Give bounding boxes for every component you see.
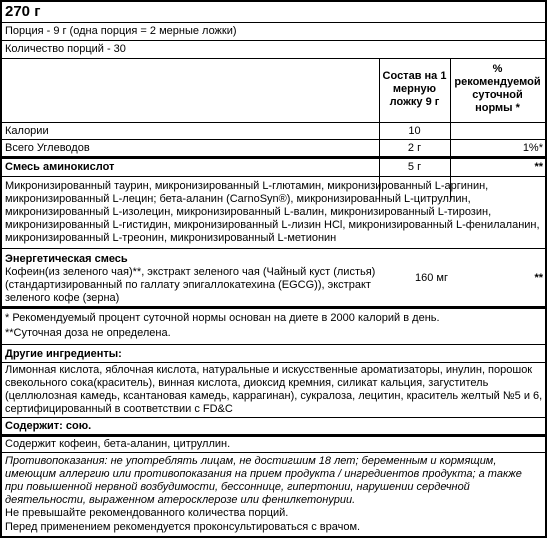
divider	[2, 362, 545, 363]
contraindications: Противопоказания: не употреблять лицам, не достигшим 18 лет; беременным и кормящим, имеющим аллергию или противопоказания на прием продукта / ингредиентов продукта; а также при повышенной нервной возбудимости, бессоннице, гипертонии, нарушении сердечной деятельности, выраженном атеросклерозе или фенилкетонурии.	[5, 455, 522, 506]
other-ingredients-text: Лимонная кислота, яблочная кислота, натуральные и искусственные ароматизаторы, инулин, порошок свекольного сока(краситель), винная кислота, диоксид кремния, силикат кальция, загуститель (целлюлозная камедь, ксантановая камедь, каррагинан), сукралоза, лецитин, краситель желтый №5 и 6, сертифицированный в соответствии с FD&C	[5, 364, 543, 415]
other-ingredients-title: Другие ингредиенты:	[5, 348, 122, 360]
net-weight: 270 г	[5, 3, 41, 20]
dosage-warning: Не превышайте рекомендованного количества порций.	[5, 507, 289, 519]
calories-label: Калории	[5, 125, 49, 137]
amino-blend-daily-value: **	[534, 161, 543, 173]
thick-divider	[2, 434, 545, 437]
thick-divider	[2, 306, 545, 309]
footnotes: * Рекомендуемый процент суточной нормы основан на диете в 2000 калорий в день. **Суточная доза не определена.	[5, 312, 440, 339]
divider	[2, 176, 545, 177]
per-scoop-header: Состав на 1 мерную ложку 9 г	[382, 70, 447, 108]
carbs-amount: 2 г	[407, 142, 422, 154]
amino-blend-ingredients: Микронизированный таурин, микронизированный L-глютамин, микронизированный L-аргинин, микронизированный L-лецин; бета-аланин (CarnoSyn®), микронизированный L-цитруллин, микронизированный L-изолецин, микронизированный L-валин, микронизированный L-тирозин, микронизированный L-гистидин, микронизированный L-лизин HCl, микронизированный L-фенилаланин, микронизированный L-треонин, микронизированный L-метионин	[5, 180, 540, 244]
divider	[2, 417, 545, 418]
energy-blend-title: Энергетическая смесь	[5, 253, 128, 265]
contains-line: Содержит кофеин, бета-аланин, цитруллин.	[5, 438, 231, 450]
carbs-daily-value: 1%*	[522, 142, 543, 154]
energy-blend-ingredients: Кофеин(из зеленого чая)**, экстракт зеленого чая (Чайный куст (листья) (стандартизированный по галлату эпигаллокатехина (EGCG)), экстракт зеленого кофе (зерна)	[5, 266, 376, 304]
divider	[2, 22, 545, 23]
energy-blend-daily-value: **	[534, 272, 543, 284]
divider	[2, 122, 545, 123]
calories-amount: 10	[408, 125, 421, 137]
amino-blend-title: Смесь аминокислот	[5, 161, 115, 173]
thick-divider	[2, 156, 545, 159]
divider	[2, 40, 545, 41]
servings-per-container: Количество порций - 30	[5, 43, 126, 55]
daily-value-header: % рекомендуемой суточной нормы *	[454, 63, 541, 114]
divider	[2, 248, 545, 249]
carbs-label: Всего Углеводов	[5, 142, 90, 154]
divider	[2, 344, 545, 345]
allergen-statement: Содержит: сою.	[5, 420, 92, 432]
serving-size: Порция - 9 г (одна порция = 2 мерные ложки)	[5, 25, 237, 37]
divider	[2, 139, 545, 140]
consult-warning: Перед применением рекомендуется проконсультироваться с врачом.	[5, 521, 361, 533]
energy-blend-amount: 160 мг	[415, 272, 448, 284]
amino-blend-amount: 5 г	[407, 161, 422, 173]
divider	[2, 58, 545, 59]
divider	[2, 452, 545, 453]
